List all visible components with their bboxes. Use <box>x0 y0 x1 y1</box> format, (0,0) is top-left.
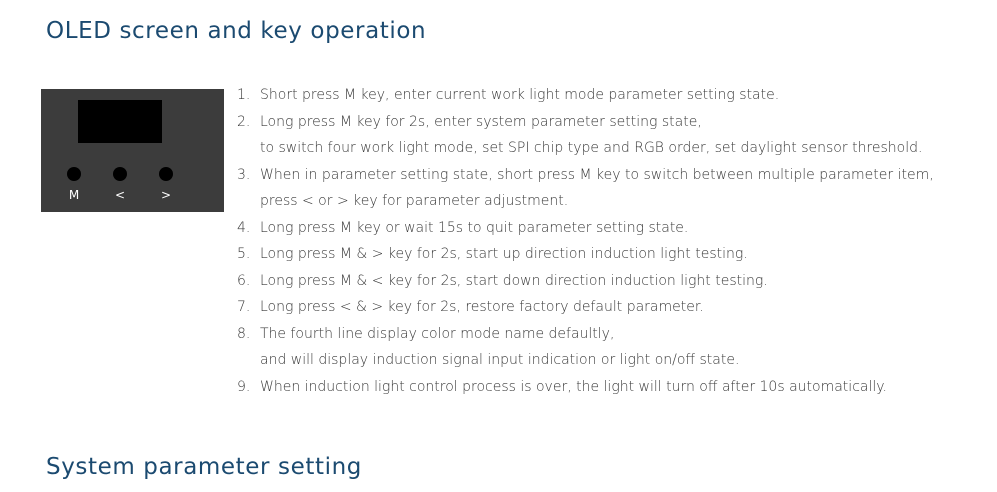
m-key-label: M <box>68 188 80 202</box>
step-text: When in parameter setting state, short press M key to switch between multiple parameter item, <box>260 166 934 183</box>
right-key-label: > <box>160 188 172 202</box>
step-number: 4. <box>237 219 251 236</box>
step-number: 9. <box>237 378 251 395</box>
step-text: The fourth line display color mode name defaultly, <box>260 325 615 342</box>
step-text-continued: and will display induction signal input indication or light on/off state. <box>260 352 740 368</box>
step-text: Long press M & > key for 2s, start up direction induction light testing. <box>260 246 748 262</box>
step-number: 1. <box>237 87 251 103</box>
right-key-button <box>159 167 173 181</box>
step-number: 2. <box>237 113 251 130</box>
step-item <box>237 215 934 242</box>
step-item <box>237 82 934 109</box>
left-key-label: < <box>114 188 126 202</box>
controller-panel-image <box>41 89 224 212</box>
left-key-button <box>113 167 127 181</box>
oled-screen <box>78 100 162 143</box>
step-item <box>237 294 934 321</box>
step-text-continued: press < or > key for parameter adjustment. <box>260 193 569 209</box>
step-item <box>237 268 934 295</box>
step-number: 5. <box>237 246 251 262</box>
operation-steps-list <box>237 82 934 400</box>
step-text: Long press M key or wait 15s to quit parameter setting state. <box>260 219 689 236</box>
step-number: 6. <box>237 272 251 289</box>
step-text: Long press M key for 2s, enter system parameter setting state, <box>260 113 702 130</box>
step-text-continued: to switch four work light mode, set SPI chip type and RGB order, set daylight sensor threshold. <box>260 140 923 156</box>
section-title-system: System parameter setting <box>46 454 362 480</box>
step-text: Long press M & < key for 2s, start down direction induction light testing. <box>260 272 768 289</box>
step-text: When induction light control process is over, the light will turn off after 10s automatically. <box>260 378 887 395</box>
step-item <box>237 162 934 215</box>
step-item <box>237 109 934 162</box>
step-item <box>237 241 934 268</box>
m-key-button <box>67 167 81 181</box>
step-number: 8. <box>237 325 251 342</box>
step-number: 7. <box>237 299 251 315</box>
section-title-oled: OLED screen and key operation <box>46 18 427 44</box>
step-item <box>237 321 934 374</box>
step-text: Short press M key, enter current work light mode parameter setting state. <box>260 87 780 103</box>
step-item <box>237 374 934 401</box>
step-number: 3. <box>237 166 251 183</box>
step-text: Long press < & > key for 2s, restore factory default parameter. <box>260 299 704 315</box>
